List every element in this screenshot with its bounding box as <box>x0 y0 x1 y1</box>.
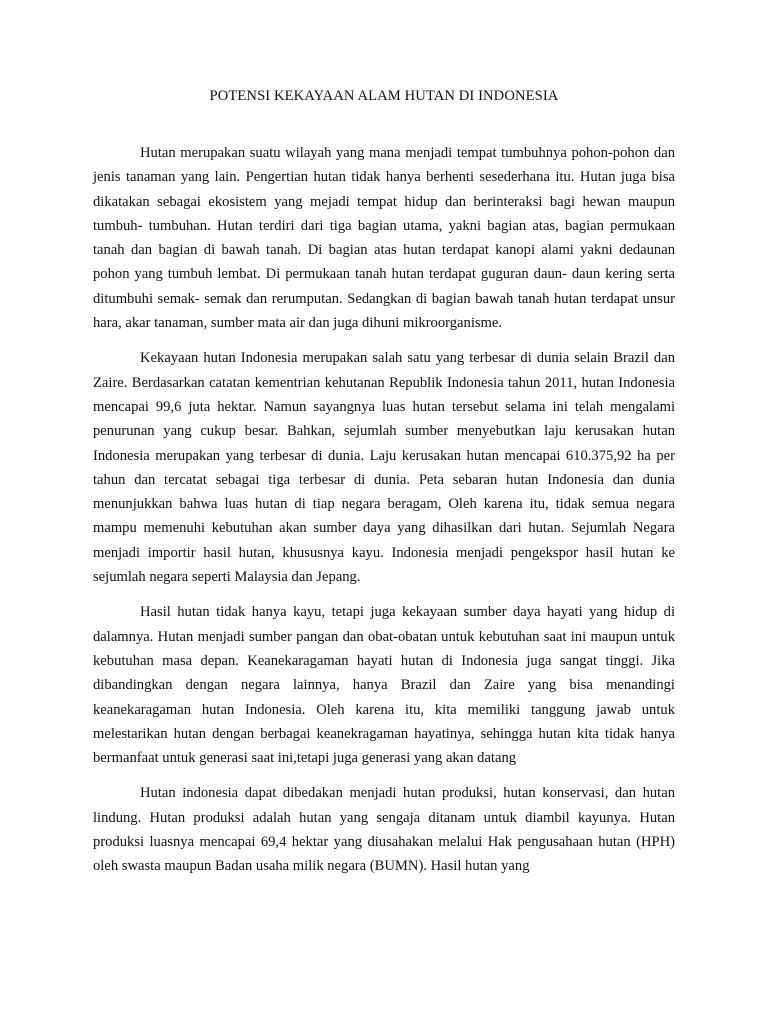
document-title: POTENSI KEKAYAAN ALAM HUTAN DI INDONESIA <box>209 88 559 104</box>
paragraph-2: Kekayaan hutan Indonesia merupakan salah satu yang terbesar di dunia selain Brazil dan Zaire. Berdasarkan catatan kementrian kehutanan Republik Indonesia tahun 2011, hutan Indonesia mencapai 99,6 juta hektar. Namun sayangnya luas hutan tersebut selama ini telah mengalami penurunan yang cukup besar. Bahkan, sejumlah sumber menyebutkan laju kerusakan hutan Indonesia merupakan yang terbesar di dunia. Laju kerusakan hutan mencapai 610.375,92 ha per tahun dan tercatat sebagai tiga terbesar di dunia. Peta sebaran hutan Indonesia dan dunia menunjukkan bahwa luas hutan di tiap negara beragam, Oleh karena itu, tidak semua negara mampu memenuhi kebutuhan akan sumber daya yang dihasilkan dari hutan. Sejumlah Negara menjadi importir hasil hutan, khususnya kayu. Indonesia menjadi pengekspor hasil hutan ke sejumlah negara seperti Malaysia dan Jepang. <box>93 350 675 586</box>
paragraph-4: Hutan indonesia dapat dibedakan menjadi hutan produksi, hutan konservasi, dan hutan lindung. Hutan produksi adalah hutan yang sengaja ditanam untuk diambil kayunya. Hutan produksi luasnya mencapai 69,4 hektar yang diusahakan melalui Hak pengusahaan hutan (HPH) oleh swasta maupun Badan usaha milik negara (BUMN). Hasil hutan yang <box>93 785 675 875</box>
document-body <box>93 141 675 890</box>
paragraph-1: Hutan merupakan suatu wilayah yang mana menjadi tempat tumbuhnya pohon-pohon dan jenis tanaman yang lain. Pengertian hutan tidak hanya berhenti sesederhana itu. Hutan juga bisa dikatakan sebagai ekosistem yang mejadi tempat hidup dan berinteraksi bagi hewan maupun tumbuh- tumbuhan. Hutan terdiri dari tiga bagian utama, yakni bagian atas, bagian permukaan tanah dan bagian di bawah tanah. Di bagian atas hutan terdapat kanopi alami yakni dedaunan pohon yang tumbuh lembat. Di permukaan tanah hutan terdapat guguran daun- daun kering serta ditumbuhi semak- semak dan rerumputan. Sedangkan di bagian bawah tanah hutan terdapat unsur hara, akar tanaman, sumber mata air dan juga dihuni mikroorganisme. <box>93 145 675 332</box>
paragraph-3: Hasil hutan tidak hanya kayu, tetapi juga kekayaan sumber daya hayati yang hidup di dalamnya. Hutan menjadi sumber pangan dan obat-obatan untuk kebutuhan saat ini maupun untuk kebutuhan masa depan. Keanekaragaman hayati hutan di Indonesia juga sangat tinggi. Jika dibandingkan dengan negara lainnya, hanya Brazil dan Zaire yang bisa menandingi keanekaragaman hutan Indonesia. Oleh karena itu, kita memiliki tanggung jawab untuk melestarikan hutan dengan berbagai keanekragaman hayatinya, sehingga hutan kita tidak hanya bermanfaat untuk generasi saat ini,tetapi juga generasi yang akan datang <box>93 604 675 767</box>
